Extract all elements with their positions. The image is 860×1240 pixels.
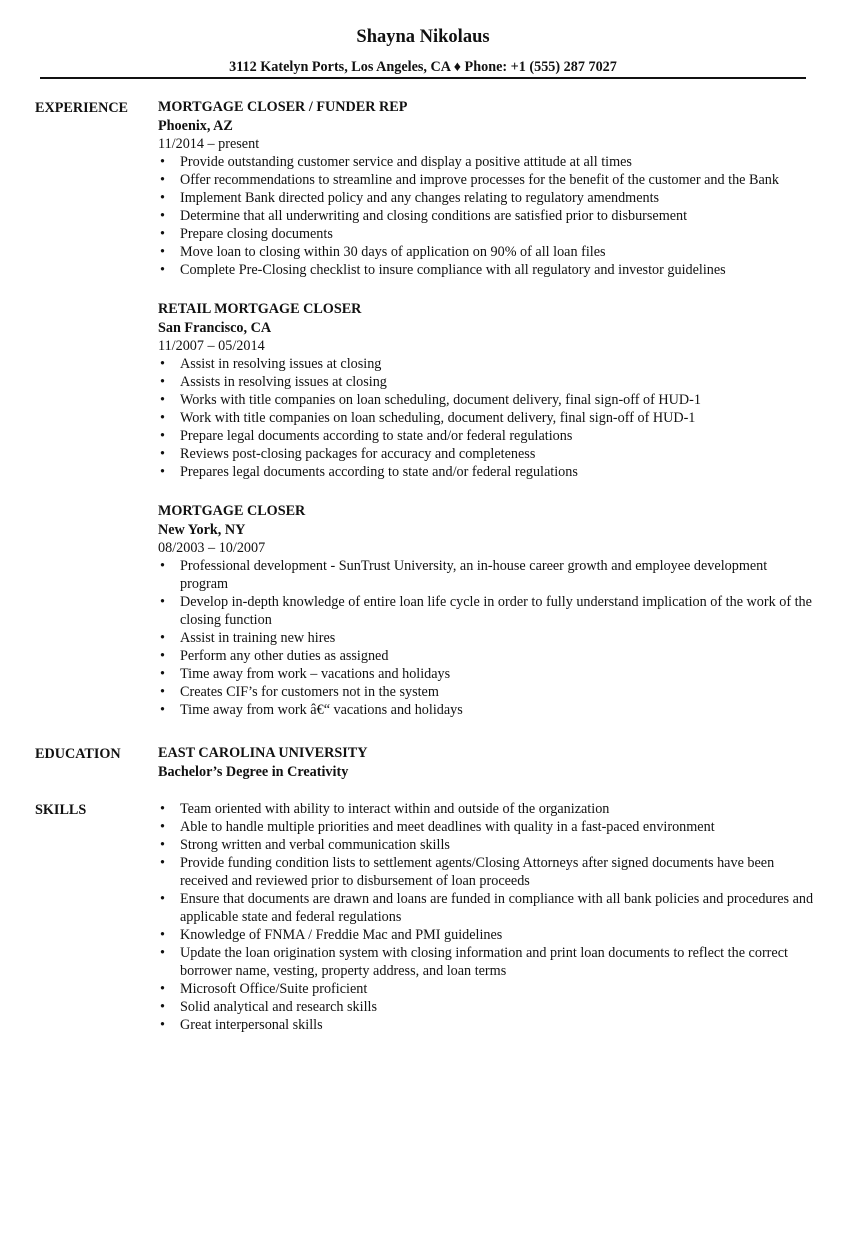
job-dates: 08/2003 – 10/2007 (158, 540, 266, 556)
list-item: • Update the loan origination system with closing information and print loan documents to reflect the correct borrower name, vesting, property address, and loan terms (158, 944, 818, 980)
header-divider (40, 77, 806, 79)
job-location: Phoenix, AZ (158, 118, 233, 134)
job-duties-list (158, 557, 818, 719)
list-item: • Determine that all underwriting and closing conditions are satisfied prior to disbursement (158, 207, 818, 225)
job-dates: 11/2007 – 05/2014 (158, 338, 265, 354)
skills-entry (158, 800, 818, 1034)
list-item: • Great interpersonal skills (158, 1016, 818, 1034)
list-item: • Provide outstanding customer service and display a positive attitude at all times (158, 153, 818, 171)
job-location: New York, NY (158, 522, 246, 538)
list-item: • Perform any other duties as assigned (158, 647, 818, 665)
list-item: • Offer recommendations to streamline and improve processes for the benefit of the customer and the Bank (158, 171, 818, 189)
list-item: • Time away from work â€“ vacations and holidays (158, 701, 818, 719)
school-name: EAST CAROLINA UNIVERSITY (158, 745, 368, 761)
list-item: • Ensure that documents are drawn and loans are funded in compliance with all bank policies and procedures and applicable state and federal regulations (158, 890, 818, 926)
list-item: • Complete Pre-Closing checklist to insure compliance with all regulatory and investor guidelines (158, 261, 818, 279)
contact-line: 3112 Katelyn Ports, Los Angeles, CA ♦ Phone: +1 (555) 287 7027 (229, 59, 617, 75)
job-location: San Francisco, CA (158, 320, 272, 336)
applicant-name: Shayna Nikolaus (356, 27, 490, 47)
section-label-experience: EXPERIENCE (35, 100, 129, 116)
list-item: • Microsoft Office/Suite proficient (158, 980, 818, 998)
education-entry (158, 744, 818, 781)
list-item: • Professional development - SunTrust University, an in-house career growth and employee development program (158, 557, 818, 593)
list-item: • Prepare closing documents (158, 225, 818, 243)
section-label-education: EDUCATION (35, 746, 121, 762)
job-entry-1 (158, 98, 818, 279)
list-item: • Solid analytical and research skills (158, 998, 818, 1016)
list-item: • Team oriented with ability to interact within and outside of the organization (158, 800, 818, 818)
list-item: • Able to handle multiple priorities and meet deadlines with quality in a fast-paced environment (158, 818, 818, 836)
job-title: MORTGAGE CLOSER / FUNDER REP (158, 99, 408, 115)
list-item: • Prepare legal documents according to state and/or federal regulations (158, 427, 818, 445)
list-item: • Time away from work – vacations and holidays (158, 665, 818, 683)
list-item: • Knowledge of FNMA / Freddie Mac and PMI guidelines (158, 926, 818, 944)
list-item: • Assists in resolving issues at closing (158, 373, 818, 391)
job-duties-list (158, 153, 818, 279)
list-item: • Creates CIF’s for customers not in the system (158, 683, 818, 701)
section-label-skills: SKILLS (35, 802, 87, 818)
degree-name: Bachelor’s Degree in Creativity (158, 764, 349, 780)
list-item: • Prepares legal documents according to state and/or federal regulations (158, 463, 818, 481)
skills-list (158, 800, 818, 1034)
job-entry-3 (158, 502, 818, 719)
list-item: • Implement Bank directed policy and any changes relating to regulatory amendments (158, 189, 818, 207)
job-title: MORTGAGE CLOSER (158, 503, 306, 519)
list-item: • Develop in-depth knowledge of entire loan life cycle in order to fully understand implication of the work of the closing function (158, 593, 818, 629)
job-dates: 11/2014 – present (158, 136, 260, 152)
job-duties-list (158, 355, 818, 481)
list-item: • Move loan to closing within 30 days of application on 90% of all loan files (158, 243, 818, 261)
list-item: • Assist in training new hires (158, 629, 818, 647)
list-item: • Works with title companies on loan scheduling, document delivery, final sign-off of HUD-1 (158, 391, 818, 409)
job-title: RETAIL MORTGAGE CLOSER (158, 301, 362, 317)
list-item: • Assist in resolving issues at closing (158, 355, 818, 373)
job-entry-2 (158, 300, 818, 481)
list-item: • Work with title companies on loan scheduling, document delivery, final sign-off of HUD-1 (158, 409, 818, 427)
list-item: • Provide funding condition lists to settlement agents/Closing Attorneys after signed documents have been received and reviewed prior to disbursement of loan proceeds (158, 854, 818, 890)
list-item: • Strong written and verbal communication skills (158, 836, 818, 854)
list-item: • Reviews post-closing packages for accuracy and completeness (158, 445, 818, 463)
